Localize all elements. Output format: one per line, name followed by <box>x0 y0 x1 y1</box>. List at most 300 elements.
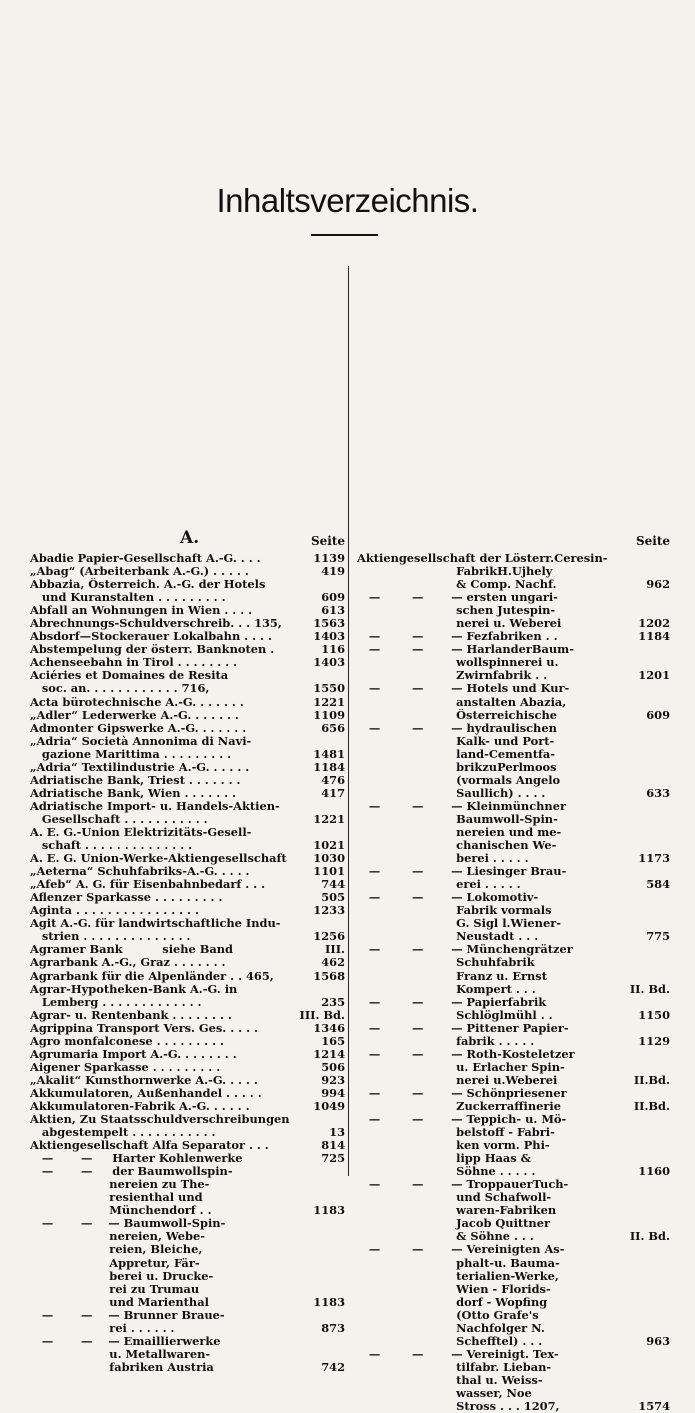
entry-page <box>636 1257 670 1270</box>
entry-text: Gesellschaft . . . . . . . . . . . <box>30 812 208 826</box>
index-entry <box>357 1009 670 1022</box>
entry-page: 1403 <box>313 655 345 670</box>
entry-text: Kompert . . . <box>357 982 536 996</box>
entry-text: Abfall an Wohnungen in Wien . . . . <box>30 604 253 618</box>
entry-page: 476 <box>321 772 345 787</box>
section-letter: A. <box>180 528 200 548</box>
entry-page: 1150 <box>638 1007 670 1022</box>
entry-page <box>636 735 670 748</box>
entry-text: fabriken Austria <box>30 1360 214 1374</box>
entry-text: Aktiengesellschaft Alfa Separator . . . <box>30 1139 269 1153</box>
entry-text: und Schafwoll- <box>357 1191 552 1205</box>
entry-page: 584 <box>646 877 670 892</box>
entry-text: rei zu Trumau <box>30 1282 200 1296</box>
entry-text: FabrikH.Ujhely <box>357 565 553 579</box>
entry-text: Absdorf—Stockerauer Lokalbahn . . . . <box>30 630 272 644</box>
index-entry <box>357 1022 670 1035</box>
index-entry <box>357 1270 670 1283</box>
entry-text: — — — Emaillierwerke <box>30 1334 221 1348</box>
index-entry <box>357 930 670 943</box>
entry-page: 1481 <box>313 746 345 761</box>
entry-page <box>311 1217 345 1230</box>
index-entry <box>357 852 670 865</box>
entry-page: 1101 <box>313 864 345 879</box>
entry-page: II.Bd. <box>633 1072 670 1087</box>
index-entry <box>357 774 670 787</box>
entry-text: — — der Baumwollspin- <box>30 1165 233 1179</box>
entry-text: „Akalit“ Kunsthornwerke A.-G. . . . . <box>30 1073 258 1087</box>
entry-page <box>636 1113 670 1126</box>
entry-page: III. <box>325 942 345 957</box>
index-entry <box>357 956 670 969</box>
entry-page <box>636 761 670 774</box>
index-entry <box>30 1204 345 1217</box>
index-entry <box>357 1361 670 1374</box>
index-entry <box>357 669 670 682</box>
entry-text: Jacob Quittner <box>357 1217 550 1231</box>
entry-page: 609 <box>646 707 670 722</box>
entry-page <box>636 1296 670 1309</box>
entry-text: „Adria“ Textilindustrie A.-G. . . . . . <box>30 760 250 774</box>
entry-text: Agro monfalconese . . . . . . . . . <box>30 1034 225 1048</box>
entry-text: Lemberg . . . . . . . . . . . . . <box>30 995 202 1009</box>
index-entry <box>357 552 670 565</box>
entry-text: G. Sigl l.Wiener- <box>357 917 561 931</box>
entry-page <box>636 1348 670 1361</box>
entry-page <box>636 800 670 813</box>
entry-page <box>636 1270 670 1283</box>
index-entry <box>357 1178 670 1191</box>
entry-text: „Adria“ Società Annonima di Navi- <box>30 734 252 748</box>
index-entry <box>30 774 345 787</box>
entry-text: und Marienthal <box>30 1295 209 1309</box>
index-entry <box>30 1322 345 1335</box>
entry-text: ken vorm. Phi- <box>357 1139 550 1153</box>
entry-text: A. E. G. Union-Werke-Aktiengesellschaft <box>30 852 287 866</box>
index-entry <box>357 1257 670 1270</box>
entry-page: 417 <box>321 785 345 800</box>
entry-text: — — — Hotels und Kur- <box>357 682 570 696</box>
entry-page: 1574 <box>638 1399 670 1413</box>
entry-page: II. Bd. <box>629 981 670 996</box>
entry-page <box>636 813 670 826</box>
entry-page: 1221 <box>313 811 345 826</box>
entry-text: belstoff - Fabri- <box>357 1126 555 1140</box>
index-entry <box>30 1022 345 1035</box>
index-entry <box>30 1061 345 1074</box>
entry-page: 1201 <box>638 668 670 683</box>
index-entry <box>30 970 345 983</box>
seite-header-right: Seite <box>635 534 670 548</box>
index-entry <box>357 1074 670 1087</box>
index-entry <box>30 813 345 826</box>
entry-page <box>636 1204 670 1217</box>
entry-text: Stross . . . 1207, <box>357 1400 560 1413</box>
entry-page <box>636 1126 670 1139</box>
entry-page: 1184 <box>313 759 345 774</box>
index-entry <box>30 1139 345 1152</box>
entry-page: 462 <box>321 955 345 970</box>
entry-page: II.Bd. <box>633 1098 670 1113</box>
index-entry <box>357 1283 670 1296</box>
index-entry <box>357 996 670 1009</box>
entry-page: 962 <box>646 577 670 592</box>
entry-text: — — — Roth-Kosteletzer <box>357 1047 575 1061</box>
index-entry <box>357 682 670 695</box>
entry-page <box>636 552 670 565</box>
index-entry <box>30 1048 345 1061</box>
entry-page <box>636 904 670 917</box>
entry-text: (Otto Grafe's <box>357 1308 539 1322</box>
entry-page: 1183 <box>313 1203 345 1218</box>
entry-page: 1129 <box>638 1033 670 1048</box>
entry-page <box>636 1283 670 1296</box>
index-entry <box>357 1374 670 1387</box>
index-entry <box>30 787 345 800</box>
index-entry <box>357 865 670 878</box>
entry-page: 1568 <box>313 968 345 983</box>
entry-text: Kalk- und Port- <box>357 734 555 748</box>
entry-text: — — — Lokomotiv- <box>357 891 539 905</box>
index-entry <box>30 709 345 722</box>
entry-page <box>636 682 670 695</box>
index-entry <box>357 1061 670 1074</box>
entry-page <box>311 1165 345 1178</box>
entry-text: Abbazia, Österreich. A.-G. der Hotels <box>30 578 266 592</box>
entry-page <box>636 1217 670 1230</box>
entry-page: 1109 <box>313 707 345 722</box>
index-entry <box>30 852 345 865</box>
entry-text: — — Harter Kohlenwerke <box>30 1152 243 1166</box>
entry-text: Fabrik vormals <box>357 904 552 918</box>
entry-text: Abstempelung der österr. Banknoten . <box>30 643 275 657</box>
index-entry <box>30 1191 345 1204</box>
index-entry <box>30 1126 345 1139</box>
index-entry <box>30 1230 345 1243</box>
entry-text: Neustadt . . . <box>357 930 539 944</box>
entry-text: u. Erlacher Spin- <box>357 1060 565 1074</box>
index-entry <box>357 917 670 930</box>
index-entry <box>30 1178 345 1191</box>
index-entry <box>357 839 670 852</box>
index-entry <box>30 1217 345 1230</box>
entry-page <box>636 1022 670 1035</box>
entry-page: 1346 <box>313 1020 345 1035</box>
entry-text: Abadie Papier-Gesellschaft A.-G. . . . <box>30 552 261 565</box>
entry-text: Agrumaria Import A.-G. . . . . . . . <box>30 1047 237 1061</box>
entry-page <box>636 1087 670 1100</box>
entry-text: dorf - Wopfing <box>357 1295 548 1309</box>
entry-text: „Afeb“ A. G. für Eisenbahnbedarf . . . <box>30 878 266 892</box>
entry-page: 1403 <box>313 629 345 644</box>
index-entry <box>30 1335 345 1348</box>
entry-page <box>636 1048 670 1061</box>
entry-page <box>636 1191 670 1204</box>
entry-page: II. Bd. <box>629 1229 670 1244</box>
entry-text: waren-Fabriken <box>357 1204 557 1218</box>
entry-text: & Söhne . . . <box>357 1230 534 1244</box>
entry-text: Adriatische Import- u. Handels-Aktien- <box>30 799 280 813</box>
entry-page <box>636 943 670 956</box>
index-entry <box>357 1152 670 1165</box>
index-entry <box>30 1270 345 1283</box>
entry-page: 923 <box>321 1072 345 1087</box>
entry-text: Zuckerraffinerie <box>357 1099 561 1113</box>
index-entry <box>30 656 345 669</box>
index-entry <box>30 682 345 695</box>
index-entry <box>30 1243 345 1256</box>
index-entry <box>30 1113 345 1126</box>
entry-text: „Adler“ Lederwerke A.-G. . . . . . . <box>30 708 239 722</box>
entry-text: Söhne . . . . . <box>357 1165 536 1179</box>
entry-text: Agrarbank A.-G., Graz . . . . . . . <box>30 956 226 970</box>
entry-page: 1139 <box>313 551 345 565</box>
entry-page <box>636 970 670 983</box>
index-entry <box>357 813 670 826</box>
entry-text: (vormals Angelo <box>357 773 561 787</box>
entry-page: 1183 <box>313 1294 345 1309</box>
entry-text: rei . . . . . . <box>30 1321 175 1335</box>
entry-text: — — — Schönpriesener <box>357 1086 567 1100</box>
seite-header-left: Seite <box>310 534 345 548</box>
entry-text: abgestempelt . . . . . . . . . . . <box>30 1126 216 1140</box>
entry-text: „Aeterna“ Schuhfabriks-A.-G. . . . . <box>30 865 250 879</box>
entry-page <box>636 1322 670 1335</box>
index-entry <box>30 696 345 709</box>
entry-text: Achenseebahn in Tirol . . . . . . . . <box>30 656 238 670</box>
index-entry <box>357 709 670 722</box>
entry-page <box>636 956 670 969</box>
index-entry <box>357 1191 670 1204</box>
entry-text: — — — TroppauerTuch- <box>357 1178 569 1192</box>
entry-page: 1202 <box>638 616 670 631</box>
entry-page: 116 <box>321 642 345 657</box>
entry-page <box>636 891 670 904</box>
index-entry <box>30 1152 345 1165</box>
entry-text: Akkumulatoren, Außenhandel . . . . . <box>30 1086 262 1100</box>
index-entry <box>357 1243 670 1256</box>
entry-page: 506 <box>321 1059 345 1074</box>
column-divider <box>348 266 349 1176</box>
entry-page: 505 <box>321 890 345 905</box>
index-entry <box>30 591 345 604</box>
index-entry <box>30 800 345 813</box>
entry-page <box>636 748 670 761</box>
entry-text: terialien-Werke, <box>357 1269 559 1283</box>
entry-text: berei u. Drucke- <box>30 1269 214 1283</box>
index-entry <box>30 1309 345 1322</box>
index-entry <box>357 970 670 983</box>
index-entry <box>30 983 345 996</box>
index-entry <box>357 604 670 617</box>
index-entry <box>357 1400 670 1413</box>
index-entry <box>357 1230 670 1243</box>
entry-page <box>636 643 670 656</box>
entry-text: Nachfolger N. <box>357 1321 545 1335</box>
entry-page <box>636 591 670 604</box>
index-entry <box>30 735 345 748</box>
index-entry <box>357 1322 670 1335</box>
index-entry <box>30 930 345 943</box>
entry-page <box>311 1309 345 1322</box>
entry-page: 235 <box>321 994 345 1009</box>
entry-page <box>311 1178 345 1191</box>
index-entry <box>357 826 670 839</box>
index-entry <box>357 722 670 735</box>
index-entry <box>30 826 345 839</box>
index-entry <box>357 1126 670 1139</box>
index-entry <box>357 878 670 891</box>
entry-page: 963 <box>646 1333 670 1348</box>
entry-page: 1256 <box>313 929 345 944</box>
entry-page <box>636 1309 670 1322</box>
entry-text: Aciéries et Domaines de Resita <box>30 669 229 683</box>
index-entry <box>30 669 345 682</box>
entry-page: 1160 <box>638 1164 670 1179</box>
entry-text: Abrechnungs-Schuldverschreib. . . 135, <box>30 617 282 631</box>
index-entry <box>30 748 345 761</box>
entry-page: 1550 <box>313 681 345 696</box>
left-entry-list <box>30 552 345 1374</box>
index-entry <box>30 617 345 630</box>
entry-text: schen Jutespin- <box>357 604 556 618</box>
entry-page <box>311 1243 345 1256</box>
index-entry <box>357 787 670 800</box>
index-entry <box>30 722 345 735</box>
entry-text: — — — Fezfabriken . . <box>357 630 558 644</box>
index-entry <box>30 996 345 1009</box>
entry-text: — — — Liesinger Brau- <box>357 865 567 879</box>
entry-page <box>636 1361 670 1374</box>
entry-page <box>636 774 670 787</box>
entry-text: strien . . . . . . . . . . . . . . <box>30 930 191 944</box>
entry-text: — — — hydraulischen <box>357 721 557 735</box>
index-entry <box>357 735 670 748</box>
index-entry <box>30 1165 345 1178</box>
entry-text: chanischen We- <box>357 839 557 853</box>
entry-text: — — — Pittener Papier- <box>357 1021 569 1035</box>
entry-text: Agramer Bank siehe Band <box>30 943 234 957</box>
entry-text: Baumwoll-Spin- <box>357 812 558 826</box>
entry-text: phalt-u. Bauma- <box>357 1256 560 1270</box>
entry-text: — — — Baumwoll-Spin- <box>30 1217 226 1231</box>
entry-page <box>636 1061 670 1074</box>
entry-text: Adriatische Bank, Wien . . . . . . . <box>30 786 237 800</box>
entry-page: 1184 <box>638 629 670 644</box>
index-entry <box>357 891 670 904</box>
entry-page <box>636 826 670 839</box>
entry-text: brikzuPerlmoos <box>357 760 557 774</box>
entry-text: nerei u.Weberei <box>357 1073 558 1087</box>
entry-page: 656 <box>321 720 345 735</box>
index-entry <box>30 630 345 643</box>
entry-text: & Comp. Nachf. <box>357 578 557 592</box>
entry-text: — — — Brunner Braue- <box>30 1308 225 1322</box>
index-entry <box>30 1348 345 1361</box>
index-entry <box>30 943 345 956</box>
entry-text: Agit A.-G. für landwirtschaftliche Indu- <box>30 917 281 931</box>
entry-page: 1021 <box>313 838 345 853</box>
entry-page: 165 <box>321 1033 345 1048</box>
entry-text: Agrar-Hypotheken-Bank A.-G. in <box>30 982 238 996</box>
entry-text: Agrarbank für die Alpenländer . . 465, <box>30 969 274 983</box>
index-entry <box>357 1087 670 1100</box>
entry-page: 1030 <box>313 851 345 866</box>
index-entry <box>30 1087 345 1100</box>
index-entry <box>30 604 345 617</box>
entry-text: Agrar- u. Rentenbank . . . . . . . . <box>30 1008 232 1022</box>
entry-text: Appretur, Fär- <box>30 1256 200 1270</box>
entry-text: Schlöglmühl . . <box>357 1008 553 1022</box>
entry-page: 742 <box>321 1359 345 1374</box>
entry-text: — — — ersten ungari- <box>357 591 558 605</box>
entry-text: Admonter Gipswerke A.-G. . . . . . . <box>30 721 247 735</box>
entry-text: nerei u. Weberei <box>357 617 562 631</box>
entry-page: 613 <box>321 603 345 618</box>
entry-text: nereien und me- <box>357 825 562 839</box>
entry-text: Acta bürotechnische A.-G. . . . . . . <box>30 695 244 709</box>
entry-page <box>311 1348 345 1361</box>
entry-page <box>311 983 345 996</box>
entry-text: reien, Bleiche, <box>30 1243 203 1257</box>
entry-page <box>311 1257 345 1270</box>
index-entry <box>357 591 670 604</box>
entry-text: — — — HarlanderBaum- <box>357 643 574 657</box>
entry-text: Zwirnfabrik . . <box>357 669 548 683</box>
entry-text: Adriatische Bank, Triest . . . . . . . <box>30 773 241 787</box>
index-entry <box>357 1335 670 1348</box>
entry-page <box>311 800 345 813</box>
entry-page <box>311 1270 345 1283</box>
entry-text: Aflenzer Sparkasse . . . . . . . . . <box>30 891 223 905</box>
index-entry <box>30 891 345 904</box>
entry-page <box>311 1335 345 1348</box>
index-entry <box>30 1035 345 1048</box>
entry-text: Saullich) . . . . <box>357 786 546 800</box>
index-entry <box>357 800 670 813</box>
entry-page: 814 <box>321 1138 345 1153</box>
entry-page <box>636 1243 670 1256</box>
entry-text: gazione Marittima . . . . . . . . . <box>30 747 232 761</box>
entry-page: 419 <box>321 564 345 579</box>
entry-page <box>636 1178 670 1191</box>
entry-text: und Kuranstalten . . . . . . . . . <box>30 591 226 605</box>
entry-text: Aigener Sparkasse . . . . . . . . . <box>30 1060 221 1074</box>
index-entry <box>357 1387 670 1400</box>
entry-page: 1173 <box>638 851 670 866</box>
entry-page: 1214 <box>313 1046 345 1061</box>
entry-text: schaft . . . . . . . . . . . . . . <box>30 839 193 853</box>
index-entry <box>357 617 670 630</box>
index-entry <box>30 761 345 774</box>
index-entry <box>30 917 345 930</box>
index-entry <box>357 1100 670 1113</box>
index-entry <box>30 1283 345 1296</box>
index-entry <box>30 839 345 852</box>
entry-text: anstalten Abazia, <box>357 695 567 709</box>
index-entry <box>357 656 670 669</box>
index-entry <box>30 565 345 578</box>
entry-page: 775 <box>646 929 670 944</box>
index-entry <box>357 565 670 578</box>
entry-page <box>636 1139 670 1152</box>
index-entry <box>357 1348 670 1361</box>
entry-page: 873 <box>321 1320 345 1335</box>
index-entry <box>357 1204 670 1217</box>
index-entry <box>357 1035 670 1048</box>
entry-text: Schefftel) . . . <box>357 1334 543 1348</box>
entry-page: 994 <box>321 1085 345 1100</box>
